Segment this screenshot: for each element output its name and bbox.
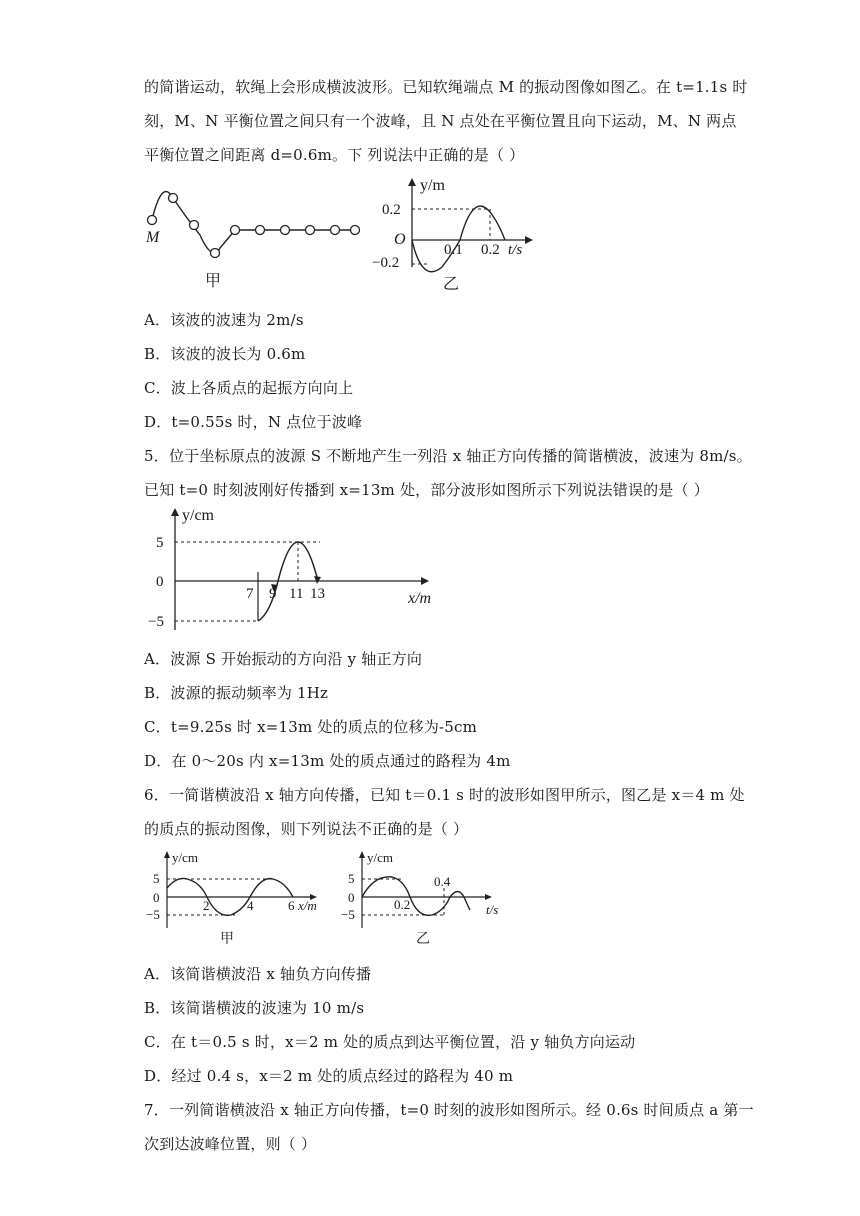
q7-text-line2: 次到达波峰位置，则（ ） <box>144 1135 317 1153</box>
q5-option-d: D．在 0～20s 内 x=13m 处的质点通过的路程为 4m <box>144 752 511 770</box>
q4-figure-rope <box>140 180 370 295</box>
tick-label: 7 <box>246 586 254 602</box>
tick-label: 0.2 <box>481 242 500 258</box>
q6-figure-vibration <box>340 848 515 948</box>
q6-figure-waveform <box>145 848 330 948</box>
tick-label: 0 <box>348 890 355 905</box>
q6-text-line2: 的质点的振动图像，则下列说法不正确的是（ ） <box>144 820 469 838</box>
axis-label: t/s <box>486 902 499 917</box>
q4-text-line3: 平衡位置之间距离 d=0.6m。下 列说法中正确的是（ ） <box>144 146 525 164</box>
q5-text-line1: 5．位于坐标原点的波源 S 不断地产生一列沿 x 轴正方向传播的简谐横波，波速为 8m/s。 <box>144 447 752 465</box>
tick-label: 0 <box>153 890 160 905</box>
axis-label: y/m <box>420 177 445 194</box>
tick-label: −5 <box>146 907 160 922</box>
caption-yi: 乙 <box>443 276 460 293</box>
q5-option-b: B．波源的振动频率为 1Hz <box>144 684 329 702</box>
axis-label: y/cm <box>172 850 198 865</box>
tick-label: 4 <box>247 898 254 913</box>
q7-text-line1: 7．一列简谐横波沿 x 轴正方向传播，t=0 时刻的波形如图所示。经 0.6s 时间质点 a 第一 <box>144 1101 754 1119</box>
q4-text-line2: 刻，M、N 平衡位置之间只有一个波峰，且 N 点处在平衡位置且向下运动，M、N 两点 <box>144 112 737 130</box>
q6-option-a: A．该简谐横波沿 x 轴负方向传播 <box>144 965 372 983</box>
caption-yi: 乙 <box>416 932 430 947</box>
axis-label: x/m <box>298 898 317 913</box>
axis-label: t/s <box>508 242 523 258</box>
tick-label: 6 <box>288 898 295 913</box>
q6-option-d: D．经过 0.4 s，x＝2 m 处的质点经过的路程为 40 m <box>144 1067 514 1085</box>
q4-option-c: C．波上各质点的起振方向向上 <box>144 379 354 397</box>
tick-label: 11 <box>289 586 304 602</box>
q5-option-a: A．波源 S 开始振动的方向沿 y 轴正方向 <box>144 650 423 668</box>
caption-jia: 甲 <box>220 932 234 947</box>
tick-label: 0.2 <box>382 202 401 218</box>
tick-label: 5 <box>156 535 164 551</box>
tick-label: 0.1 <box>444 242 463 258</box>
tick-label: 9 <box>269 586 277 602</box>
q5-text-line2: 已知 t=0 时刻波刚好传播到 x=13m 处，部分波形如图所示下列说法错误的是（ ） <box>144 481 709 499</box>
q4-option-d: D．t=0.55s 时，N 点位于波峰 <box>144 413 363 431</box>
q4-text-line1: 的简谐运动，软绳上会形成横波波形。已知软绳端点 M 的振动图像如图乙。在 t=1.1s 时 <box>144 78 748 96</box>
axis-label: y/cm <box>367 850 393 865</box>
q6-option-b: B．该简谐横波的波速为 10 m/s <box>144 999 365 1017</box>
tick-label: 5 <box>348 871 355 886</box>
origin-label: O <box>394 231 406 248</box>
q5-option-c: C．t=9.25s 时 x=13m 处的质点的位移为-5cm <box>144 718 478 736</box>
tick-label: 13 <box>310 586 325 602</box>
axis-label: y/cm <box>182 507 214 524</box>
tick-label: 0.4 <box>434 874 451 889</box>
tick-label: 0 <box>156 574 164 590</box>
tick-label: −5 <box>341 907 355 922</box>
tick-label: −0.2 <box>372 255 400 271</box>
tick-label: 5 <box>153 871 160 886</box>
q4-option-a: A．该波的波速为 2m/s <box>144 311 304 329</box>
caption-jia: 甲 <box>205 273 222 290</box>
q4-option-b: B．该波的波长为 0.6m <box>144 345 306 363</box>
q6-option-c: C．在 t＝0.5 s 时，x＝2 m 处的质点到达平衡位置，沿 y 轴负方向运动 <box>144 1033 636 1051</box>
q6-text-line1: 6．一简谐横波沿 x 轴方向传播，已知 t＝0.1 s 时的波形如图甲所示，图乙是 x＝4 m 处 <box>144 786 745 804</box>
tick-label: 2 <box>203 898 210 913</box>
axis-label: x/m <box>408 590 432 607</box>
tick-label: −5 <box>148 614 164 630</box>
q4-figure-vibration <box>370 172 540 297</box>
tick-label: 0.2 <box>394 897 411 912</box>
label-M: M <box>146 229 160 246</box>
q5-figure-waveform <box>140 502 440 634</box>
